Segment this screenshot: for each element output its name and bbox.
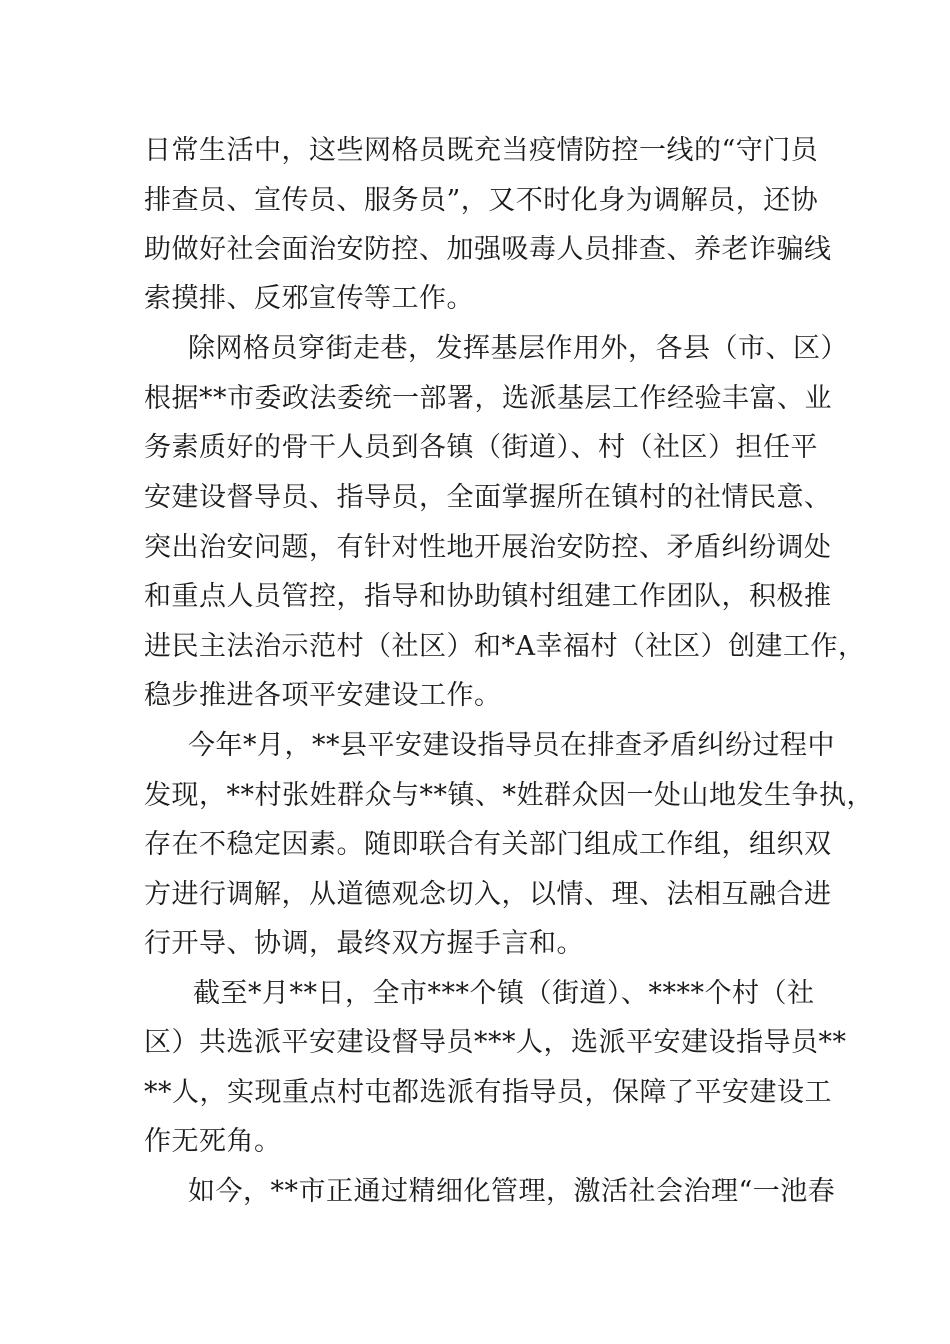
text-line: 进民主法治示范村（社区）和*A幸福村（社区）创建工作， bbox=[144, 631, 866, 662]
text-line: 索摸排、反邪宣传等工作。 bbox=[144, 283, 474, 314]
text-line: 日常生活中，这些网格员既充当疫情防控一线的“守门员 bbox=[144, 135, 819, 166]
paragraph-start-line: 除网格员穿街走巷，发挥基层作用外，各县（市、区） bbox=[188, 333, 848, 364]
text-line: 行开导、协调，最终双方握手言和。 bbox=[144, 928, 584, 959]
text-line: 作无死角。 bbox=[144, 1126, 282, 1157]
text-line: 区）共选派平安建设督导员***人，选派平安建设指导员** bbox=[144, 1027, 847, 1058]
text-line: 排查员、宣传员、服务员”，又不时化身为调解员，还协 bbox=[144, 185, 819, 216]
text-line: **人，实现重点村屯都选派有指导员，保障了平安建设工 bbox=[144, 1077, 832, 1108]
text-line: 安建设督导员、指导员，全面掌握所在镇村的社情民意、 bbox=[144, 482, 832, 513]
paragraph-start-line: 截至*月**日，全市***个镇（街道）、****个村（社 bbox=[193, 978, 815, 1009]
paragraph-start-line: 如今，**市正通过精细化管理，激活社会治理“一池春 bbox=[188, 1176, 836, 1207]
text-line: 根据**市委政法委统一部署，选派基层工作经验丰富、业 bbox=[144, 383, 832, 414]
text-line: 助做好社会面治安防控、加强吸毒人员排查、养老诈骗线 bbox=[144, 234, 832, 265]
text-line: 方进行调解，从道德观念切入，以情、理、法相互融合进 bbox=[144, 879, 832, 910]
text-line: 突出治安问题，有针对性地开展治安防控、矛盾纠纷调处 bbox=[144, 532, 832, 563]
paragraph-start-line: 今年*月，**县平安建设指导员在排查矛盾纠纷过程中 bbox=[188, 730, 835, 761]
text-line: 和重点人员管控，指导和协助镇村组建工作团队，积极推 bbox=[144, 581, 832, 612]
text-line: 稳步推进各项平安建设工作。 bbox=[144, 680, 502, 711]
text-line: 发现，**村张姓群众与**镇、*姓群众因一处山地发生争执， bbox=[144, 780, 874, 811]
text-line: 存在不稳定因素。随即联合有关部门组成工作组，组织双 bbox=[144, 829, 832, 860]
text-line: 务素质好的骨干人员到各镇（街道）、村（社区）担任平 bbox=[144, 432, 818, 463]
